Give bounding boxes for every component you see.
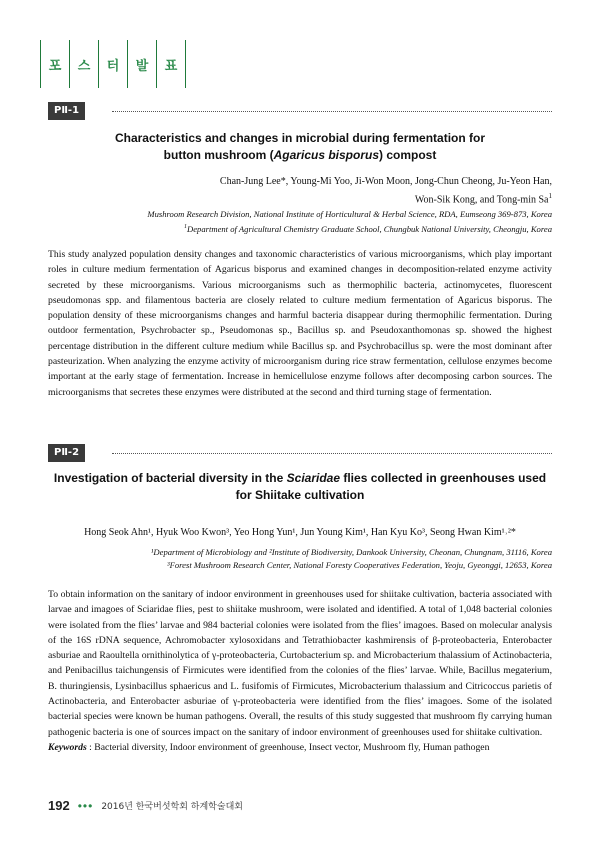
affiliations: Mushroom Research Division, National Institute of Horticultural & Herbal Science, RDA, Eumseong 369-873, Korea $^1$Department of Agricultural Chemistry Graduate School, Chungbuk National University, Cheongju, Korea: [147, 209, 552, 234]
keywords: : Bacterial diversity, Indoor environment of greenhouse, Insect vector, Mushroom fly, Human pathogen: [86, 741, 490, 753]
tag-divider: [112, 453, 552, 454]
title-line: Characteristics and changes in microbial during fermentation for: [114, 131, 486, 145]
header-char: 스: [69, 40, 98, 88]
abstract-body: To obtain information on the sanitary of indoor environment in greenhouses used for shiitake cultivation, bacteria associated with larvae and imagoes of Sciaridae flies, pest to shiitake mushroom, were isolated and identified. A total of 1,048 bacterial colonies were isolated from the flies’ larvae and 984 bacterial colonies were isolated from the flies’ imagoes. Based on molecular analysis of the 16S rDNA sequence, Achromobacter xylosoxidans and Tetrathiobacter kashmirensis of β-proteobacteria, Enterobacter asburiae and Raoultella ornithinolytica of γ-proteobacteria, Curtobacterium sp. and Microbacterium thalassium of Actinobacteria, and Penibacillus taichungensis of Firmicutes were identified from the colonies of the flies’ larvae. While, Bacillus megaterium, B. thuringiensis, Lysinbacillus sphaericus and L. fusifomis of Firmicutes, Microbacterium thalassium and Citricoccus parietis of Actinobacteria, and Enterobacter asburiae of γ-proteobacteria were identified from the flies’ imagoes. Some of the isolated bacterial species were known be human pathogens. Overall, the results of this study suggested that mushroom fly carrying human pathogenic bacteria is one of sources impact on the sanitary of indoor environment of greenhouses used for shiitake cultivation. Keywords : Bacterial diversity, Indoor environment of greenhouse, Insect vector, Mushroom fly, Human pathogen: [48, 589, 552, 753]
abstract-title: [48, 130, 552, 164]
section-header: [40, 40, 186, 88]
header-char: 발: [127, 40, 156, 88]
tag-divider: [112, 111, 552, 112]
conference-name: 2016년 한국버섯학회 하계학술대회: [101, 802, 243, 812]
affiliations: ¹Department of Microbiology and ²Institute of Biodiversity, Dankook University, Cheonan, Chungnam, 31116, Korea ³Forest Mushroom Research Center, National Foresty Cooperatives Federation, Yeoju, Gyeonggi, 12653, Korea: [150, 547, 552, 570]
header-char: 터: [98, 40, 127, 88]
header-char: 포: [40, 40, 69, 88]
author-list: Chan-Jung Lee*, Young-Mi Yoo, Ji-Won Moon, Jong-Chun Cheong, Ju-Yeon Han, Won-Sik Kong, and Tong-min Sa$^1$: [219, 176, 552, 206]
abstract-body: This study analyzed population density changes and taxonomic characteristics of various microorganisms, which play important roles in culture medium fermentation of Agaricus bisporus and examined changes in decomposition-related enzyme activity secreted by these microorganisms. Various microorganisms such as thermophilic bacteria, actinomycetes, fluorescent pseudomonas spp. and filamentous bacteria are closely related to culture medium fermentation of Agaricus bisporus. The population density of these microorganisms changes and harmful bacteria disappear during thermophilic fermentation. During outdoor fermentation, Psychrobacter sp., Pseudomonas sp., Bacillus sp. and Pseudoxanthomonas sp. showed the highest percentage distribution in the different culture medium while Bacillus sp. and Psychrobacillus sp. were the most dominant after pasteurization. When analyzing the enzyme activity of microorganism during rice straw fermentation, cellulose enzymes become important at the early stage of fermentation. Increase in hemicellulose enzyme follows after decomposing carbon sources. The microorganisms that secretes these enzymes were distributed at the second and third turning stage of fermentation.: [48, 249, 552, 398]
keywords-label: Keywords: [48, 741, 87, 753]
page-footer: [48, 798, 243, 813]
footer-dots: •••: [77, 798, 94, 813]
header-char: 표: [156, 40, 186, 88]
title-line: button mushroom (Agaricus bisporus) compost: [163, 148, 437, 162]
abstract-tag: PⅡ-1: [48, 102, 85, 120]
abstract-tag: PⅡ-2: [48, 444, 85, 462]
page-number: 192: [48, 798, 70, 813]
abstract-title: Investigation of bacterial diversity in the Sciaridae flies collected in greenhouses used for Shiitake cultivation: [53, 471, 547, 502]
author-list: Hong Seok Ahn¹, Hyuk Woo Kwon³, Yeo Hong Yun¹, Jun Young Kim¹, Han Kyu Ko³, Seong Hwan Kim¹˒²*: [84, 527, 516, 538]
